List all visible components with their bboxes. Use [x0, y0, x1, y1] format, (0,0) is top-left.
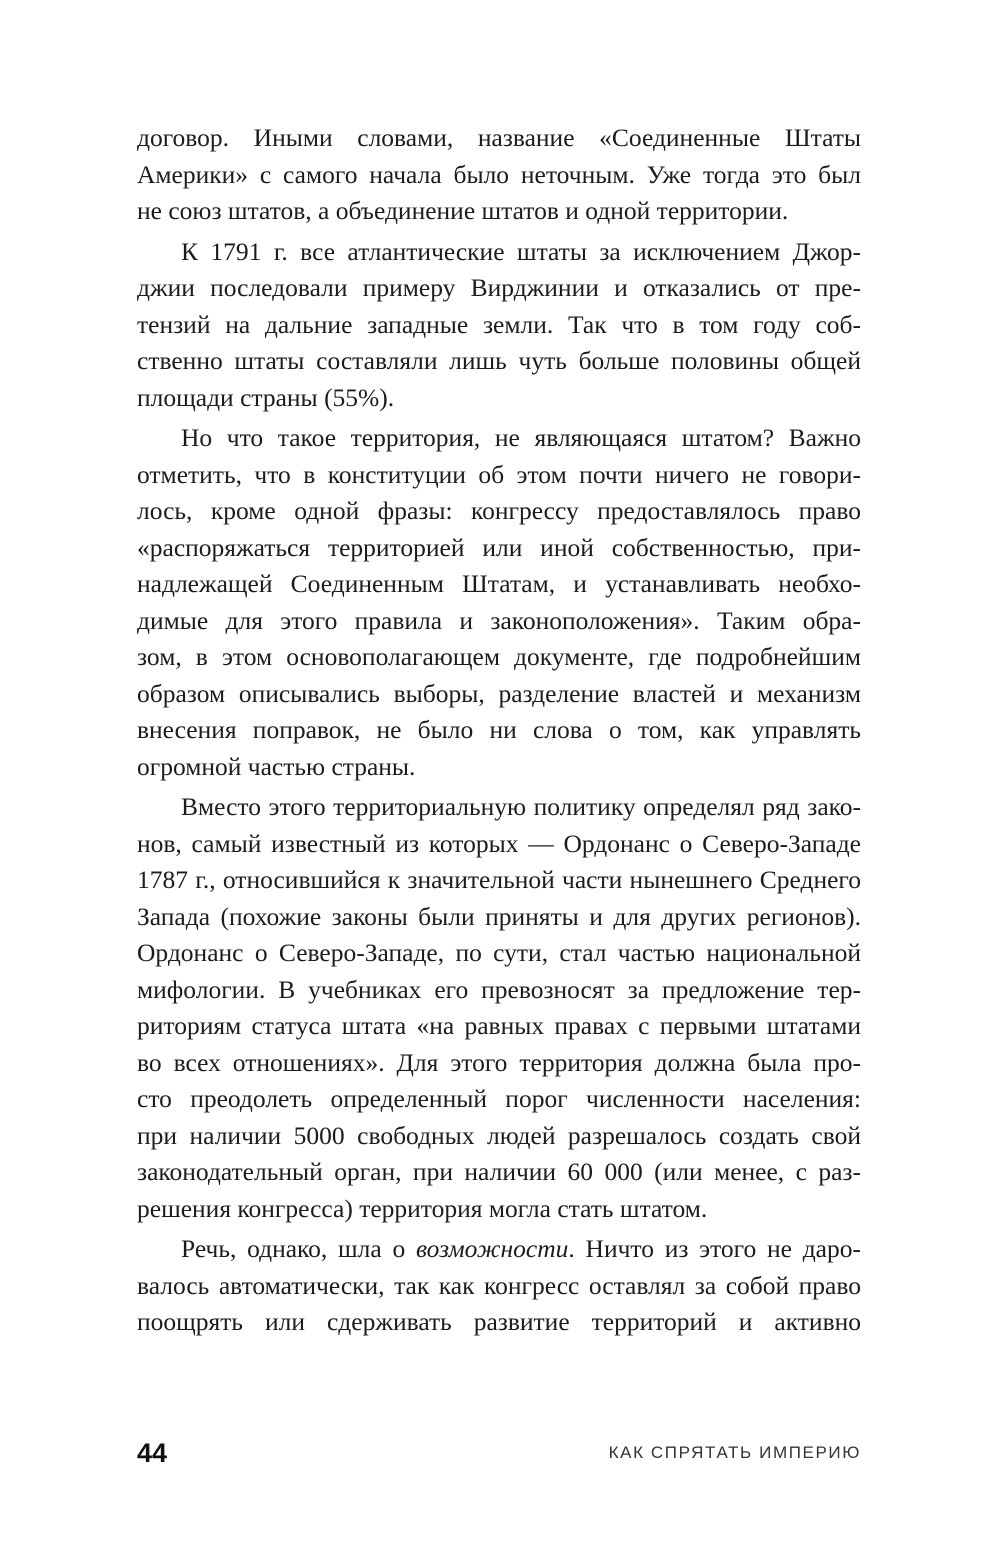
text-run: . Ничто из этого не даро-: [568, 1234, 861, 1263]
text-line: Запада (похожие законы были приняты и для других регионов).: [137, 901, 861, 931]
text-line: ственно штаты составляли лишь чуть больше половины общей: [137, 346, 861, 375]
text-line: площади страны (55%).: [137, 382, 395, 412]
text-line: лось, кроме одной фразы: конгрессу предоставлялось право: [137, 496, 861, 525]
text-line: валось автоматически, так как конгресс оставлял за собой право: [137, 1270, 861, 1300]
text-line: сто преодолеть определенный порог численности населения:: [137, 1084, 861, 1113]
text-line: Ордонанс о Северо-Западе, по сути, стал частью национальной: [137, 938, 861, 967]
page-number: 44: [137, 1438, 168, 1468]
text-line: зом, в этом основополагающем документе, где подробнейшим: [137, 642, 861, 671]
text-line: Вместо этого территориальную политику определял ряд зако-: [181, 792, 861, 821]
text-line: 1787 г., относившийся к значительной части нынешнего Среднего: [137, 865, 861, 894]
paragraph-union-of-states: [137, 120, 861, 230]
text-line: внесения поправок, не было ни слова о том, как управлять: [137, 715, 861, 744]
text-line: К 1791 г. все атлантические штаты за исключением Джор-: [181, 236, 861, 266]
page-footer: [137, 1433, 861, 1473]
paragraph-1791: [137, 234, 861, 417]
text-line: тензий на дальние западные земли. Так что в том году соб-: [137, 309, 861, 339]
paragraph-possibility: [137, 1231, 861, 1341]
text-line: димые для этого правила и законоположения». Таким обра-: [137, 605, 861, 635]
text-line-with-emphasis: [137, 1231, 861, 1268]
text-line: не союз штатов, а объединение штатов и одной территории.: [137, 196, 789, 225]
emphasis-text: возможности: [415, 1234, 569, 1263]
page-body: [137, 120, 861, 1341]
text-line: мифологии. В учебниках его превозносят за предложение тер-: [137, 974, 861, 1004]
text-line: нов, самый известный из которых — Ордонанс о Северо-Западе: [137, 828, 861, 858]
text-run: Речь, однако, шла о: [181, 1234, 416, 1263]
text-line: образом описывались выборы, разделение властей и механизм: [137, 678, 861, 708]
text-line: Но что такое территория, не являющаяся штатом? Важно: [181, 423, 861, 452]
text-line: огромной частью страны.: [137, 751, 416, 781]
text-line: джии последовали примеру Вирджинии и отказались от пре-: [137, 273, 861, 302]
text-line: договор. Иными словами, название «Соединенные Штаты: [137, 123, 861, 152]
text-line: отметить, что в конституции об этом почти ничего не говори-: [137, 459, 861, 489]
text-line: риториям статуса штата «на равных правах с первыми штатами: [137, 1011, 861, 1040]
text-line: во всех отношениях». Для этого территория должна была про-: [137, 1047, 861, 1077]
text-line: надлежащей Соединенным Штатам, и устанавливать необхо-: [137, 569, 861, 598]
paragraph-northwest-ordinance: [137, 789, 861, 1227]
text-line: законодательный орган, при наличии 60 000 (или менее, с раз-: [137, 1157, 861, 1186]
paragraph-what-is-territory: [137, 420, 861, 785]
text-line: поощрять или сдерживать развитие территорий и активно: [137, 1307, 861, 1336]
text-line: «распоряжаться территорией или иной собственностью, при-: [137, 532, 861, 562]
text-line: при наличии 5000 свободных людей разрешалось создать свой: [137, 1120, 861, 1150]
running-head: КАК СПРЯТАТЬ ИМПЕРИЮ: [608, 1443, 861, 1462]
text-line: решения конгресса) территория могла стать штатом.: [137, 1193, 708, 1223]
text-line: Америки» с самого начала было неточным. Уже тогда это был: [137, 159, 861, 189]
